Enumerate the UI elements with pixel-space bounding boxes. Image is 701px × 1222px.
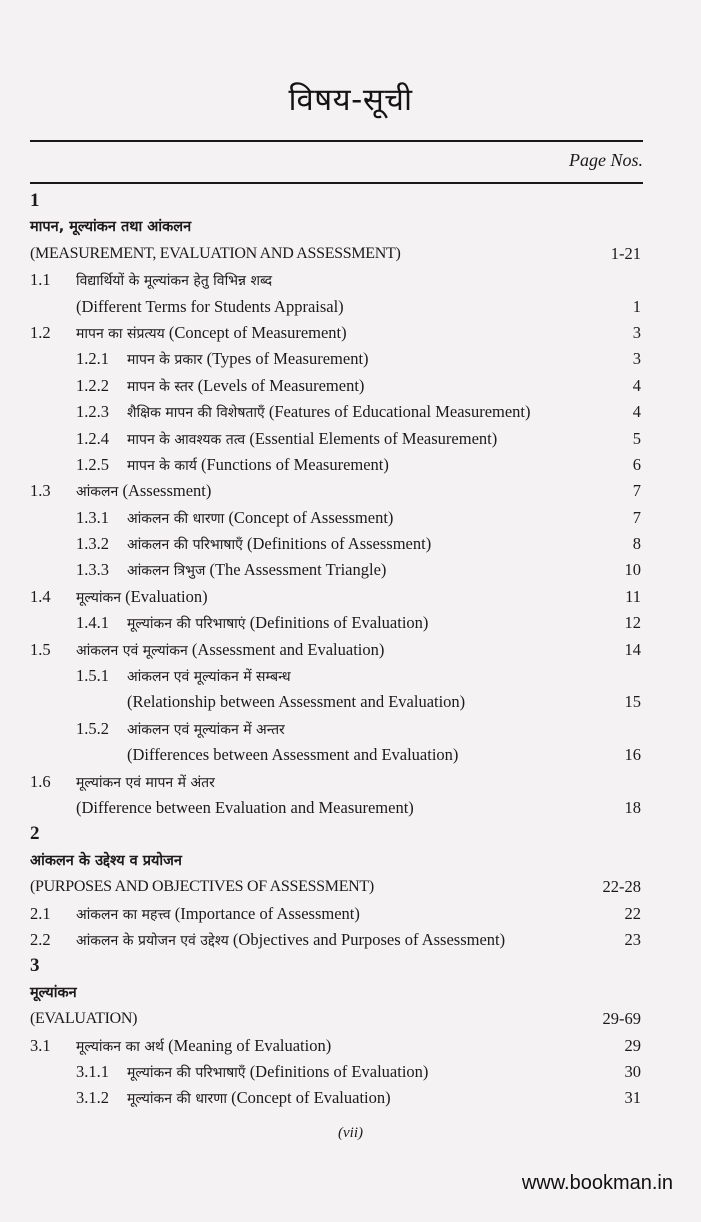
section-title-english: (Features of Educational Measurement) [268,402,531,422]
chapter-title-hindi: मापन, मूल्यांकन तथा आंकलन [30,219,192,236]
section-title [127,373,364,400]
chapter-title-english-row [30,241,643,267]
section-title-hindi: आंकलन एवं मूल्यांकन में अन्तर [127,721,285,738]
toc-entry [30,320,643,346]
page-number: 18 [624,797,641,817]
page-number: 3 [632,322,641,342]
section-title-english: (Difference between Evaluation and Measurement) [76,797,414,817]
page-range: 1-21 [610,243,641,263]
section-title-english: (Assessment and Evaluation) [191,639,385,659]
section-title-hindi: मापन के आवश्यक तत्व [127,431,246,448]
section-title-hindi: विद्यार्थियों के मूल्यांकन हेतु विभिन्न शब्द [76,273,273,290]
chapter-title-english-row [30,1006,643,1032]
section-title-hindi: आंकलन की परिभाषाएँ [127,537,243,554]
page-number: 3 [632,349,641,369]
chapter-number: 2 [30,823,40,845]
toc-entry [30,531,643,557]
section-number: 1.3.1 [76,507,109,527]
page-number: 14 [624,639,641,659]
page-folio: (vii) [338,1125,363,1141]
section-title-english: (Definitions of Evaluation) [249,1061,429,1081]
page-number: 6 [632,454,641,474]
page-number: 29 [624,1035,641,1055]
page-nos-label: Page Nos. [569,150,643,170]
page-range: 22-28 [602,877,641,897]
page-number: 10 [624,560,641,580]
top-rule [30,140,643,142]
section-title-hindi: मूल्यांकन का अर्थ [76,1038,164,1055]
toc-entry-continuation [30,294,643,320]
chapter-title-english-row [30,874,643,900]
section-title [76,901,360,928]
section-title-english: (Concept of Evaluation) [231,1088,391,1108]
toc-entry [30,267,643,293]
page-number: 7 [632,481,641,501]
toc-entry [30,610,643,636]
section-title [76,637,384,664]
section-title-hindi: आंकलन का महत्त्व [76,906,171,923]
section-title-english: (Meaning of Evaluation) [168,1035,332,1055]
section-title-english: (Essential Elements of Measurement) [249,428,498,448]
section-title-hindi: आंकलन की धारणा [127,510,225,527]
section-number: 1.2 [30,322,51,342]
chapter-title-english: (EVALUATION) [30,1010,138,1028]
section-number: 3.1.2 [76,1088,109,1108]
chapter-number-row [30,953,643,979]
section-title-english: (Evaluation) [125,586,208,606]
toc-entry [30,637,643,663]
toc-entry [30,346,643,372]
chapter-title-hindi: मूल्यांकन [30,984,77,1001]
toc-entry [30,399,643,425]
section-title-hindi: मापन के कार्य [127,457,197,474]
section-title-english: (Different Terms for Students Appraisal) [76,296,344,316]
section-title-hindi: आंकलन त्रिभुज [127,563,206,580]
chapter-title-hindi-row [30,980,643,1006]
section-number: 3.1.1 [76,1061,109,1081]
toc-entry [30,663,643,689]
section-title [127,1085,391,1112]
section-number: 1.3 [30,481,51,501]
section-title-hindi: मूल्यांकन एवं मापन में अंतर [76,774,215,791]
page-number: 4 [632,375,641,395]
section-title-english: (Types of Measurement) [206,349,369,369]
section-title [76,769,215,796]
section-number: 1.3.2 [76,534,109,554]
section-title [127,426,497,453]
toc-entry [30,1059,643,1085]
section-title-english: (The Assessment Triangle) [209,560,387,580]
section-number: 1.5.1 [76,666,109,686]
section-title-hindi: मूल्यांकन [76,589,122,606]
page-range: 29-69 [602,1009,641,1029]
section-title-hindi: मापन के स्तर [127,378,194,395]
watermark: www.bookman.in [521,1172,673,1194]
toc-entry-continuation [30,742,643,768]
section-number: 1.6 [30,771,51,791]
section-title [127,557,386,584]
section-title-hindi: आंकलन के प्रयोजन एवं उद्देश्य [76,932,229,949]
toc-entry [30,478,643,504]
section-title-english: (Concept of Measurement) [168,322,347,342]
section-number: 2.1 [30,903,51,923]
section-title-english: (Differences between Assessment and Evaluation) [127,745,459,765]
toc-entry [30,373,643,399]
toc-entry [30,584,643,610]
chapter-title-hindi-row [30,214,643,240]
section-title-hindi: मापन के प्रकार [127,352,203,369]
section-number: 1.5.2 [76,718,109,738]
section-title [127,399,531,426]
toc-entry [30,901,643,927]
section-title-english: (Objectives and Purposes of Assessment) [232,929,506,949]
section-title-english: (Concept of Assessment) [228,507,394,527]
section-title-hindi: आंकलन एवं मूल्यांकन [76,642,188,659]
toc-entry [30,1085,643,1111]
section-title-english: (Functions of Measurement) [201,454,389,474]
toc-entry-continuation [30,795,643,821]
section-title [76,1033,331,1060]
chapter-number-row [30,188,643,214]
section-title-english: (Relationship between Assessment and Evaluation) [127,692,466,712]
section-title [127,452,389,479]
section-title [127,505,393,532]
section-number: 2.2 [30,929,51,949]
page-number: 23 [624,929,641,949]
section-title [127,531,431,558]
section-number: 1.3.3 [76,560,109,580]
section-title [76,320,347,347]
section-title [76,584,208,611]
section-title [127,716,285,743]
section-number: 1.4.1 [76,613,109,633]
section-title-english: (Definitions of Assessment) [246,534,432,554]
section-title-hindi: मूल्यांकन की धारणा [127,1091,228,1108]
toc-entry [30,505,643,531]
toc-entry [30,557,643,583]
section-title [127,610,428,637]
section-title-hindi: मूल्यांकन की परिभाषाएँ [127,1064,246,1081]
section-number: 1.1 [30,270,51,290]
page-number: 1 [632,296,641,316]
section-title [76,927,505,954]
section-number: 1.2.3 [76,402,109,422]
chapter-number: 1 [30,190,40,211]
section-title [76,267,272,294]
section-title-english: (Levels of Measurement) [197,375,365,395]
chapter-title-english: (PURPOSES AND OBJECTIVES OF ASSESSMENT) [30,878,374,896]
section-number: 1.5 [30,639,51,659]
toc-entry [30,452,643,478]
section-number: 1.2.2 [76,375,109,395]
toc-entry-continuation [30,689,643,715]
chapter-number: 3 [30,955,40,977]
page-number: 11 [625,586,641,606]
section-number: 1.2.4 [76,428,109,448]
chapter-number-row [30,821,643,847]
section-title [127,1059,428,1086]
toc-entry [30,1033,643,1059]
page-number: 16 [624,745,641,765]
toc-entry [30,769,643,795]
table-of-contents [30,188,643,1112]
toc-entry [30,426,643,452]
chapter-title-hindi: आंकलन के उद्देश्य व प्रयोजन [30,852,182,869]
page-number: 22 [624,903,641,923]
section-title-hindi: आंकलन [76,484,119,501]
page-title: विषय-सूची [288,82,413,118]
toc-entry [30,716,643,742]
page-number: 15 [624,692,641,712]
page-number: 31 [624,1088,641,1108]
page-number: 8 [632,534,641,554]
header-rule [30,182,643,184]
section-title [127,346,369,373]
page-number: 30 [624,1061,641,1081]
page-number: 5 [632,428,641,448]
section-title-english: (Importance of Assessment) [174,903,360,923]
page-number: 7 [632,507,641,527]
section-number: 3.1 [30,1035,51,1055]
chapter-title-english: (MEASUREMENT, EVALUATION AND ASSESSMENT) [30,244,401,262]
chapter-title-hindi-row [30,848,643,874]
section-title-hindi: आंकलन एवं मूल्यांकन में सम्बन्ध [127,669,291,686]
section-title-hindi: मापन का संप्रत्यय [76,325,165,342]
section-title [127,663,291,690]
section-number: 1.4 [30,586,51,606]
toc-entry [30,927,643,953]
section-title [76,478,211,505]
page-number: 4 [632,402,641,422]
section-title-english: (Assessment) [122,481,212,501]
section-title-hindi: शैक्षिक मापन की विशेषताएँ [127,405,265,422]
section-title-hindi: मूल्यांकन की परिभाषाएं [127,616,246,633]
page-number: 12 [624,613,641,633]
section-title-english: (Definitions of Evaluation) [249,613,429,633]
section-number: 1.2.1 [76,349,109,369]
section-number: 1.2.5 [76,454,109,474]
